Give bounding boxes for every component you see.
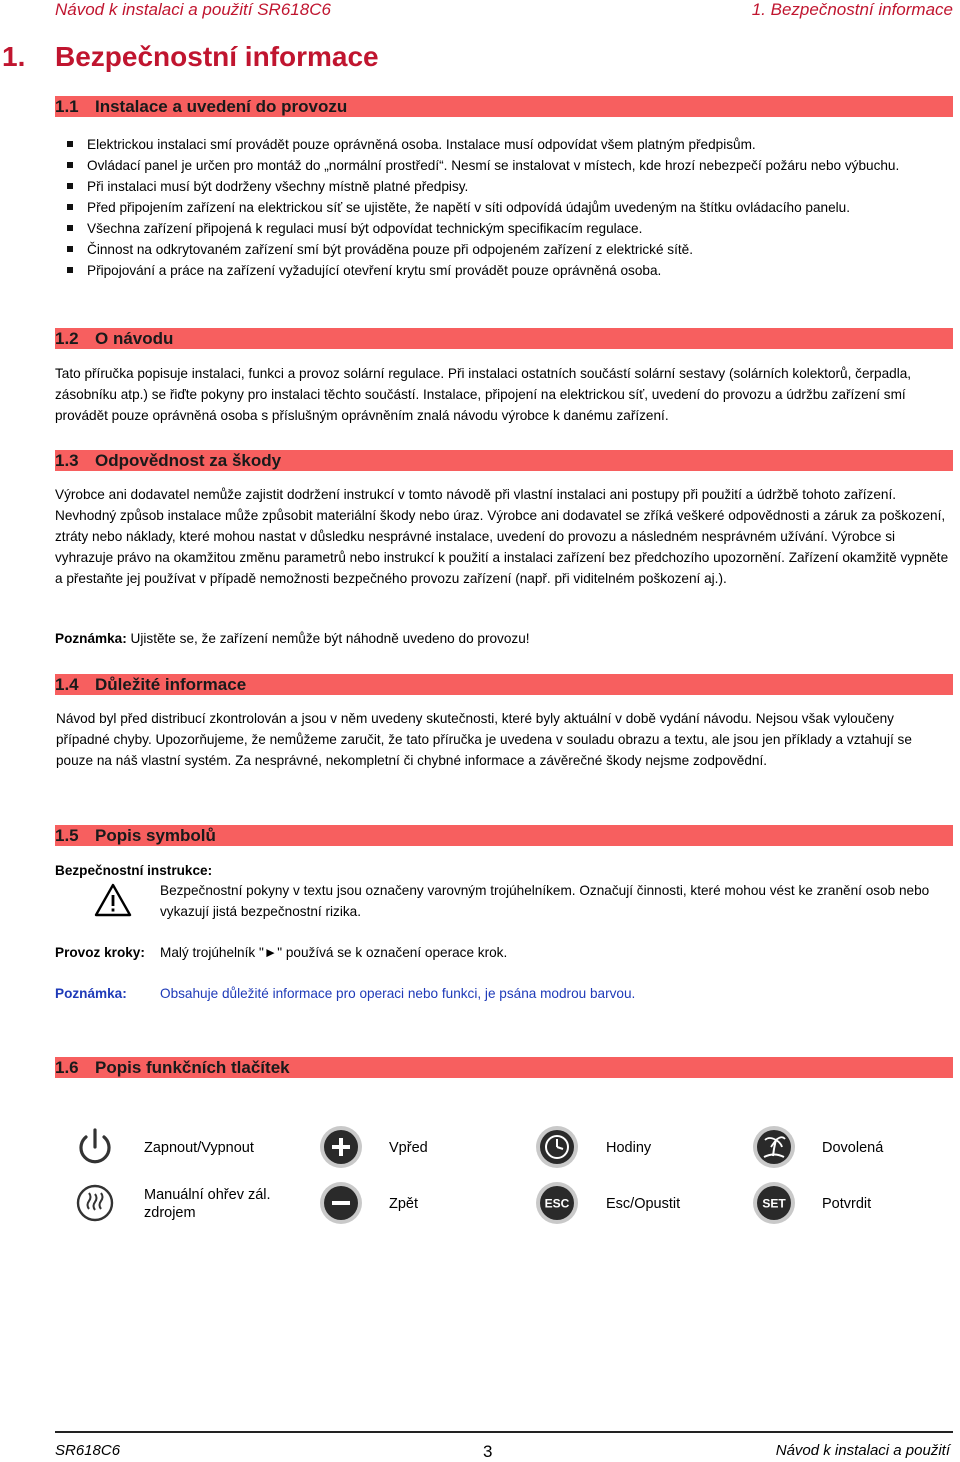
button-label: Zapnout/Vypnout	[144, 1140, 254, 1156]
header-left: Návod k instalaci a použití SR618C6	[55, 0, 331, 19]
page-number: 3	[483, 1442, 493, 1461]
power-icon	[73, 1125, 117, 1169]
section-heading-1-3	[55, 450, 953, 471]
set-icon	[752, 1181, 796, 1225]
section-number: 1.5	[55, 826, 79, 845]
holiday-icon	[752, 1125, 796, 1169]
button-label: Dovolená	[822, 1140, 884, 1156]
liability-paragraph: Výrobce ani dodavatel nemůže zajistit dodržení instrukcí v tomto návodě při vlastní instalaci ani postupy při použití a údržbě tohoto zařízení. Nevhodný způsob instalace může způsobit materiální škody nebo úraz. Výrobce ani dodavatel se zříká veškeré odpovědnosti a záruk za poškození, ztráty nebo náklady, které mohou nastat v důsledku nesprávné instalace, uvedení do provozu a následném nesprávném užívání. Výrobce si vyhrazuje právo na okamžitou změnu parametrů nebo instrukcí k použití a instalaci zařízení bez předchozího upozornění. Zařízení okamžitě vypněte a přestaňte jej používat v případě nemožnosti bezpečného provozu zařízení (např. při viditelném poškození aj.).	[55, 487, 949, 586]
esc-glyph: ESC	[544, 1196, 570, 1211]
button-label: Manuální ohřev zál. zdrojem	[144, 1187, 271, 1221]
section-number: 1.3	[55, 451, 79, 470]
list-item: Ovládací panel je určen pro montáž do „normální prostředí“. Nesmí se instalovat v místech, kde hrozí nebezpečí požáru nebo výbuchu.	[65, 155, 955, 176]
section-heading-1-1	[55, 96, 953, 117]
section-number: 1.1	[55, 97, 79, 116]
section-title: Odpovědnost za škody	[95, 451, 282, 470]
button-label: Vpřed	[389, 1140, 428, 1156]
header-right: 1. Bezpečnostní informace	[751, 0, 953, 19]
list-item: Všechna zařízení připojená k regulaci musí být odpovídat technickým specifikacím regulace.	[65, 218, 955, 239]
section-title: Popis funkčních tlačítek	[95, 1058, 290, 1077]
list-item: Elektrickou instalaci smí provádět pouze oprávněná osoba. Instalace musí odpovídat všem platným předpisům.	[65, 134, 955, 155]
section-heading-1-6	[55, 1057, 953, 1078]
set-glyph: SET	[762, 1196, 786, 1211]
symbols-note-label: Poznámka:	[55, 986, 127, 1001]
section-number: 1.6	[55, 1058, 79, 1077]
page-header	[0, 0, 960, 24]
button-label: Zpět	[389, 1196, 419, 1212]
steps-text: Malý trojúhelník "►" používá se k označení operace krok.	[160, 945, 508, 960]
esc-icon	[535, 1181, 579, 1225]
list-item: Připojování a práce na zařízení vyžadující otevření krytu smí provádět pouze oprávněná osoba.	[65, 260, 955, 281]
section-heading-1-2	[55, 328, 953, 349]
section-heading-1-5	[55, 825, 953, 846]
section-title: Popis symbolů	[95, 826, 216, 845]
button-label: Potvrdit	[822, 1196, 872, 1212]
symbols-note-text: Obsahuje důležité informace pro operaci nebo funkci, je psána modrou barvou.	[160, 986, 636, 1001]
list-item: Před připojením zařízení na elektrickou síť se ujistěte, že napětí v síti odpovídá údajům uvedeným na štítku ovládacího panelu.	[65, 197, 955, 218]
note-label: Poznámka:	[55, 631, 127, 646]
note-text: Ujistěte se, že zařízení nemůže být náhodně uvedeno do provozu!	[126, 631, 530, 646]
section-title: Instalace a uvedení do provozu	[95, 97, 348, 116]
list-item: Činnost na odkrytovaném zařízení smí být prováděna pouze při odpojeném zařízení z elektrické sítě.	[65, 239, 955, 260]
plus-icon	[319, 1125, 363, 1169]
button-label: Hodiny	[606, 1140, 652, 1156]
button-label: Esc/Opustit	[606, 1196, 681, 1212]
safety-instructions-label: Bezpečnostní instrukce:	[55, 863, 213, 878]
section-title: O návodu	[95, 329, 174, 348]
minus-icon	[319, 1181, 363, 1225]
steps-label: Provoz kroky:	[55, 945, 145, 960]
safety-bullet-list	[65, 134, 955, 281]
note-paragraph	[55, 628, 955, 649]
section-title: Důležité informace	[95, 675, 247, 694]
section-heading-1-4	[55, 674, 953, 695]
warning-triangle-icon	[94, 882, 132, 918]
safety-instructions-text: Bezpečnostní pokyny v textu jsou označeny varovným trojúhelníkem. Označují činnosti, které mohou vést ke zranění osob nebo vykazují jistá bezpečnostní rizika.	[160, 883, 930, 919]
section-number: 1.2	[55, 329, 79, 348]
chapter-title-text: Bezpečnostní informace	[55, 41, 379, 72]
clock-icon	[535, 1125, 579, 1169]
footer-left: SR618C6	[55, 1442, 121, 1459]
important-paragraph: Návod byl před distribucí zkontrolován a jsou v něm uvedeny skutečnosti, které byly aktuální v době vydání návodu. Nejsou však vyloučeny případné chyby. Upozorňujeme, že nemůžeme zaručit, že tato příručka je uvedena v souladu obrazu a textu, ale jsou jen příklady a vztahují se pouze na náš vlastní systém. Za nesprávné, nekompletní či chybné informace a závěrečné škody nejsme zodpovědní.	[56, 711, 912, 768]
footer-right: Návod k instalaci a použití	[775, 1442, 950, 1459]
section-number: 1.4	[55, 675, 79, 694]
heating-icon	[73, 1181, 117, 1225]
footer-divider	[55, 1431, 953, 1433]
about-paragraph: Tato příručka popisuje instalaci, funkci a provoz solární regulace. Při instalaci ostatních součástí solární sestavy (solárních kolektorů, čerpadla, zásobníku atp.) se řiďte pokyny pro instalaci těchto součástí. Instalace, připojení na elektrickou síť, uvedení do provozu a údržbu zařízení smí provádět pouze oprávněná osoba s příslušným oprávněním znalá návodu výrobce k danému zařízení.	[55, 366, 912, 423]
chapter-title	[2, 41, 379, 73]
chapter-number: 1.	[2, 41, 26, 72]
list-item: Při instalaci musí být dodrženy všechny místně platné předpisy.	[65, 176, 955, 197]
